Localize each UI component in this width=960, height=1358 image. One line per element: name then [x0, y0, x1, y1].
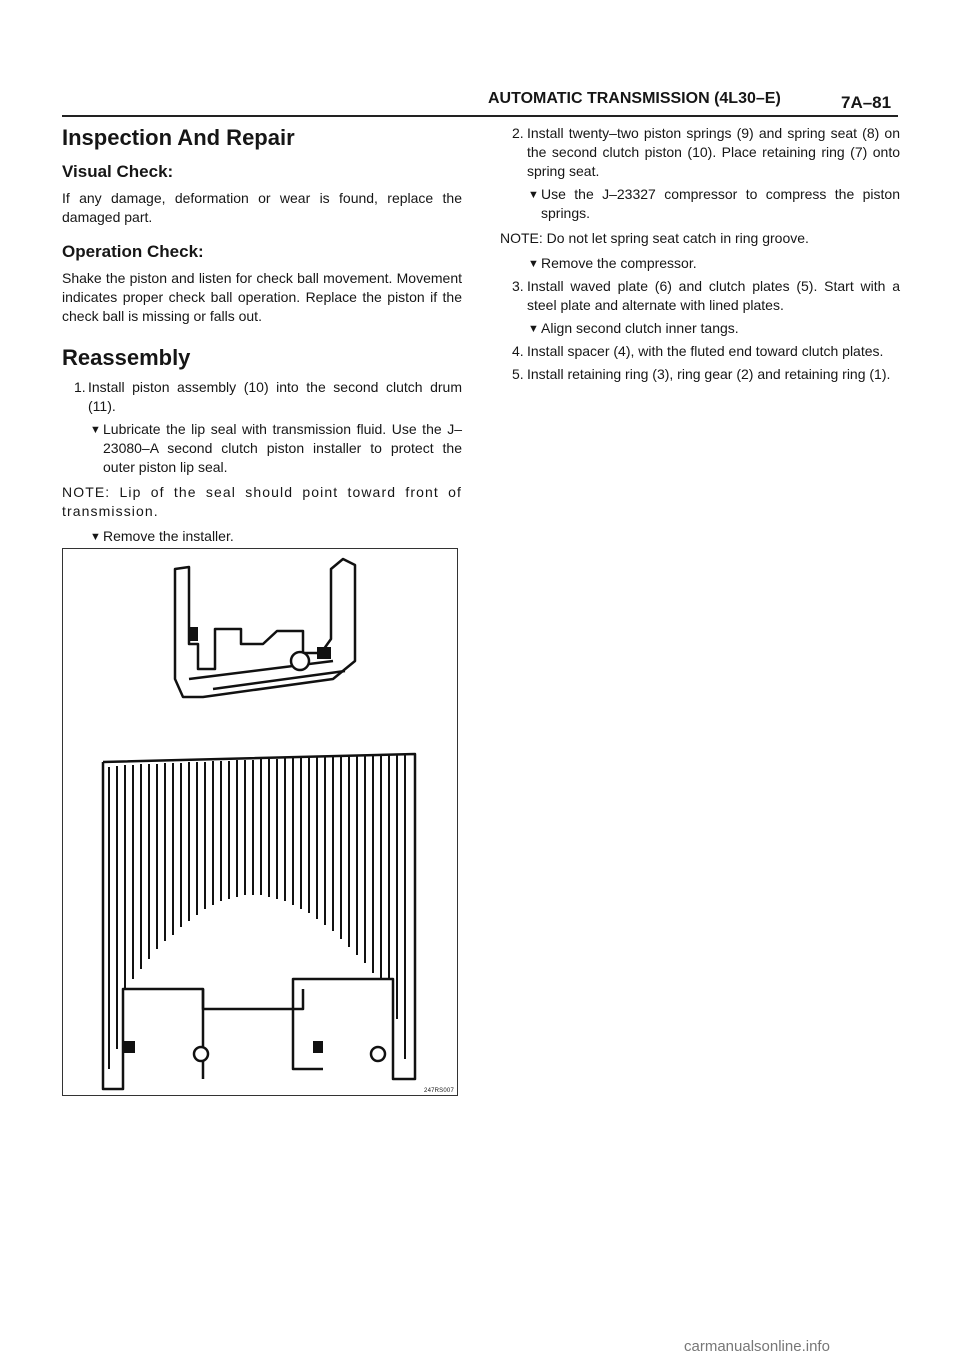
note-text: NOTE: Lip of the seal should point toward front of transmission.	[62, 484, 462, 519]
step-text: Install retaining ring (3), ring gear (2) and retaining ring (1).	[527, 366, 891, 382]
bullet-text: Align second clutch inner tangs.	[541, 320, 739, 336]
bullet-text: Use the J–23327 compressor to compress the piston springs.	[541, 186, 900, 221]
visual-check-heading: Visual Check:	[62, 162, 174, 181]
step-5	[500, 365, 900, 384]
visual-check-text: If any damage, deformation or wear is found, replace the damaged part.	[62, 190, 462, 225]
reassembly-heading: Reassembly	[62, 345, 191, 370]
bullet-text: Remove the installer.	[103, 528, 234, 544]
step-text: Install spacer (4), with the fluted end toward clutch plates.	[527, 343, 884, 359]
bullet-item	[500, 254, 900, 273]
bullet-text: Remove the compressor.	[541, 255, 697, 271]
step-number: 2.	[512, 125, 524, 141]
step-3	[500, 277, 900, 315]
figure-code: 247RS007	[424, 1088, 454, 1094]
step-text: Install piston assembly (10) into the second clutch drum (11).	[88, 379, 462, 414]
step-text: Install twenty–two piston springs (9) and spring seat (8) on the second clutch piston (10). Place retaining ring (7) onto spring seat.	[527, 125, 900, 179]
header-rule	[62, 115, 898, 117]
triangle-bullet-icon: ▼	[528, 258, 539, 270]
bullet-text: Lubricate the lip seal with transmission fluid. Use the J–23080–A second clutch piston installer to protect the outer piston lip seal.	[103, 421, 462, 475]
bullet-item	[62, 420, 462, 477]
page-number: 7A–81	[841, 93, 892, 112]
operation-check-heading: Operation Check:	[62, 242, 204, 261]
step-4	[500, 342, 900, 361]
bullet-item	[62, 527, 462, 546]
step-number: 4.	[512, 343, 524, 359]
step-number: 1.	[74, 379, 86, 395]
bullet-item	[500, 319, 900, 338]
page-header	[0, 84, 960, 124]
step-number: 3.	[512, 278, 524, 294]
triangle-bullet-icon: ▼	[90, 424, 101, 436]
section-title: AUTOMATIC TRANSMISSION (4L30–E)	[488, 90, 781, 107]
step-text: Install waved plate (6) and clutch plates (5). Start with a steel plate and alternate with lined plates.	[527, 278, 900, 313]
bullet-item	[500, 185, 900, 223]
right-column	[500, 124, 900, 388]
operation-check-text: Shake the piston and listen for check ball movement. Movement indicates proper check ball operation. Replace the piston if the check ball is missing or falls out.	[62, 270, 462, 324]
clutch-drum-figure	[62, 548, 458, 1096]
step-number: 5.	[512, 366, 524, 382]
watermark-link[interactable]: carmanualsonline.info	[684, 1338, 830, 1355]
triangle-bullet-icon: ▼	[528, 323, 539, 335]
step-2	[500, 124, 900, 181]
note-text: NOTE: Do not let spring seat catch in ring groove.	[500, 230, 809, 246]
clutch-piston-illustration	[63, 549, 457, 1095]
inspection-heading: Inspection And Repair	[62, 125, 295, 150]
left-column	[62, 124, 462, 550]
triangle-bullet-icon: ▼	[528, 189, 539, 201]
step-1	[62, 378, 462, 416]
triangle-bullet-icon: ▼	[90, 531, 101, 543]
